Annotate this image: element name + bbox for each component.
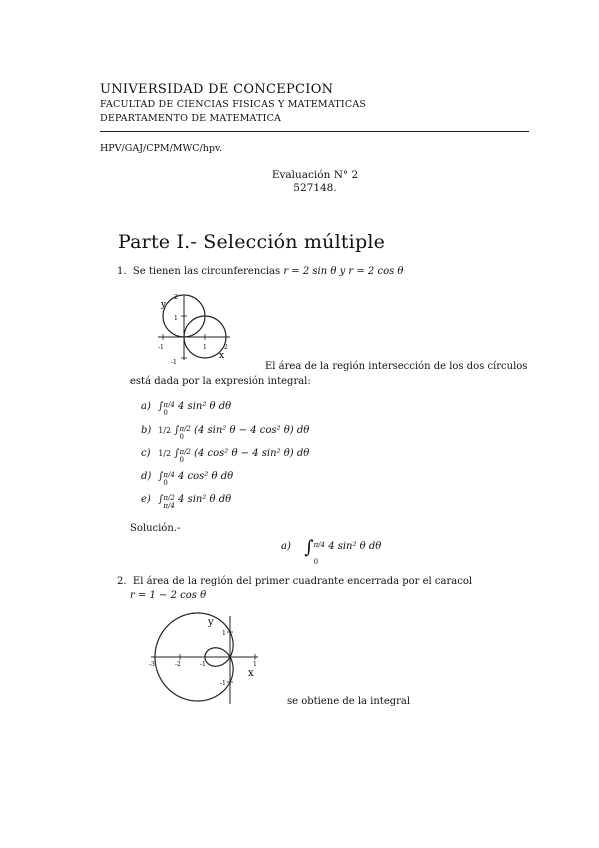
q2-tick-xneg2: -2 <box>175 661 181 668</box>
q2-limacon-figure <box>146 608 266 708</box>
q2-x-label: x <box>248 668 254 679</box>
option-label: e) <box>141 494 151 505</box>
q2-tick-y1: 1 <box>222 630 226 637</box>
int-lower: 0 <box>179 433 184 441</box>
q2-tick-x1: 1 <box>253 661 257 668</box>
q1-conj: y <box>339 266 346 277</box>
q1-tick-xneg1: -1 <box>158 344 164 351</box>
q2-tail: se obtiene de la integral <box>287 696 411 707</box>
q1-prompt-text: Se tienen las circunferencias <box>132 266 281 277</box>
q1-tick-x1: 1 <box>203 344 207 351</box>
int-lower: 0 <box>163 479 168 487</box>
integrand: 4 cos² θ dθ <box>178 471 234 482</box>
integral-sign: ∫ <box>158 401 164 412</box>
q1-tick-y1: 1 <box>174 315 178 322</box>
q1-eq1: r = 2 sin θ <box>283 266 337 277</box>
int-lower: 0 <box>179 456 184 464</box>
university-name: UNIVERSIDAD DE CONCEPCION <box>100 82 334 97</box>
integral-sign: ∫ <box>158 471 164 482</box>
int-lower: 0 <box>163 409 168 417</box>
q2-tick-yneg1: -1 <box>220 680 226 687</box>
integral-sign: ∫ <box>174 425 180 436</box>
integral-sign: ∫ <box>174 448 180 459</box>
integrand: (4 sin² θ − 4 cos² θ) dθ <box>194 425 310 436</box>
q1-circles-figure <box>148 290 240 370</box>
q2-tick-xneg3: -3 <box>149 661 155 668</box>
header-rule <box>100 131 529 132</box>
department-name: DEPARTAMENTO DE MATEMATICA <box>100 113 282 124</box>
q1-tick-x2: 2 <box>224 344 228 351</box>
int-upper: π/4 <box>163 471 175 479</box>
q1-option-b <box>141 425 309 441</box>
q1-prompt <box>117 266 403 277</box>
faculty-name: FACULTAD DE CIENCIAS FISICAS Y MATEMATICAS <box>100 99 367 110</box>
q2-number: 2. <box>117 576 127 587</box>
int-upper: π/4 <box>163 401 175 409</box>
authors-line: HPV/GAJ/CPM/MWC/hpv. <box>100 143 223 154</box>
q1-number: 1. <box>117 266 127 277</box>
integrand: 4 sin² θ dθ <box>328 541 382 552</box>
integral-sign: ∫ <box>158 494 164 505</box>
coefficient: 1/2 <box>158 426 172 435</box>
q1-solution <box>281 537 381 571</box>
q1-eq2: r = 2 cos θ <box>348 266 404 277</box>
integral-sign: ∫ <box>304 537 314 558</box>
q1-option-d <box>141 471 233 487</box>
q2-prompt <box>117 576 472 587</box>
int-upper: π/2 <box>179 425 191 433</box>
evaluation-code: 527148. <box>293 182 337 194</box>
q1-text-b: está dada por la expresión integral: <box>130 376 311 387</box>
q1-y-label: y <box>161 300 167 310</box>
q1-option-a <box>141 401 231 417</box>
int-lower: π/4 <box>163 502 175 510</box>
option-label: c) <box>141 448 151 459</box>
int-upper: π/4 <box>313 541 325 549</box>
evaluation-title: Evaluación N° 2 <box>271 169 359 181</box>
q1-option-e <box>141 494 231 510</box>
q1-tick-y2: 2 <box>174 294 178 301</box>
solution-option-label: a) <box>281 541 291 552</box>
q1-option-c <box>141 448 309 464</box>
integrand: (4 cos² θ − 4 sin² θ) dθ <box>194 448 310 459</box>
int-lower: 0 <box>313 558 319 566</box>
integrand: 4 sin² θ dθ <box>178 401 232 412</box>
q2-tick-xneg1: -1 <box>200 661 206 668</box>
q1-x-label: x <box>219 351 225 361</box>
q2-y-label: y <box>208 617 214 628</box>
part-title: Parte I.- Selección múltiple <box>118 231 386 253</box>
coefficient: 1/2 <box>158 449 172 458</box>
int-upper: π/2 <box>163 494 175 502</box>
q1-solution-label: Solución.- <box>130 523 181 534</box>
q1-tick-yneg1: -1 <box>171 359 177 366</box>
option-label: b) <box>141 425 152 436</box>
q2-prompt-text: El área de la región del primer cuadrante encerrada por el caracol <box>132 576 473 587</box>
q1-text-a: El área de la región intersección de los dos círculos <box>265 361 528 372</box>
option-label: d) <box>141 471 152 482</box>
q2-equation: r = 1 − 2 cos θ <box>130 590 207 601</box>
int-upper: π/2 <box>179 448 191 456</box>
option-label: a) <box>141 401 151 412</box>
evaluation-block <box>250 169 380 195</box>
integrand: 4 sin² θ dθ <box>178 494 232 505</box>
